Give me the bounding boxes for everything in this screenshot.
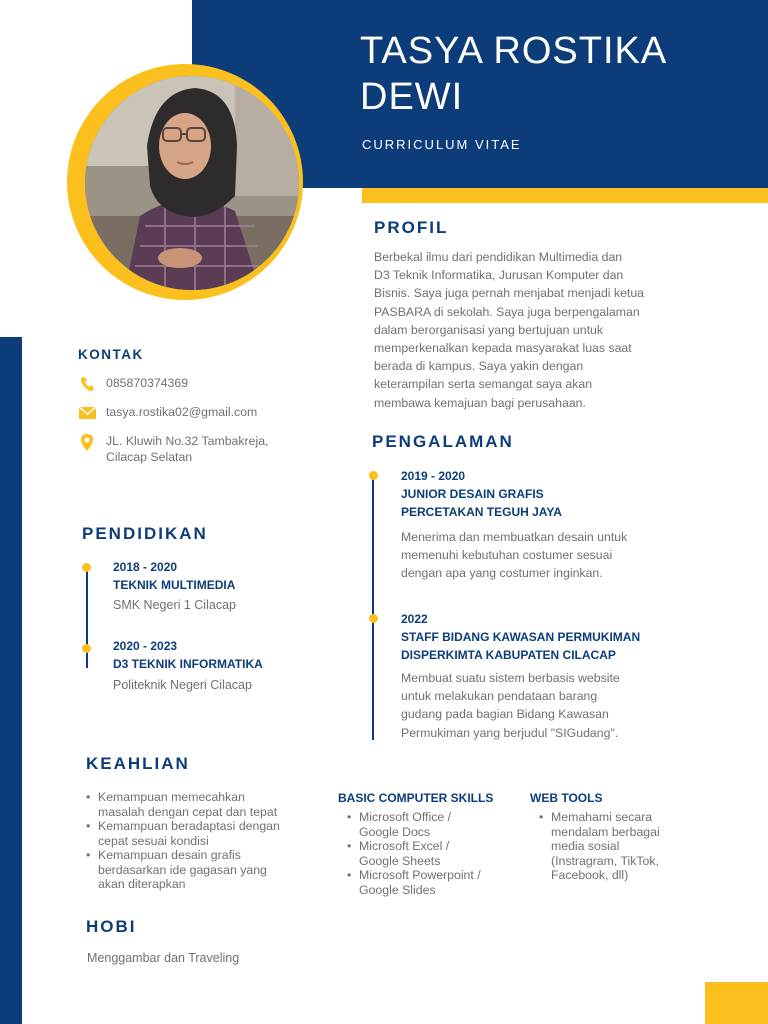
- basic-skill-line: Google Slides: [359, 882, 436, 897]
- web-tool-line: Facebook, dll): [551, 868, 629, 882]
- basic-skill-line: • Microsoft Office /: [359, 810, 452, 824]
- exp-desc-line: Membuat suatu sistem berbasis website: [401, 671, 620, 685]
- skill-item: [84, 819, 324, 848]
- profil-line: D3 Teknik Informatika, Jurusan Komputer dan: [374, 268, 624, 283]
- kontak-heading: KONTAK: [78, 347, 144, 362]
- exp-title: [401, 485, 562, 521]
- candidate-name-line2: DEWI: [360, 76, 464, 118]
- exp-desc-line: dengan apa yang costumer inginkan.: [401, 566, 603, 581]
- corner-accent-block: [705, 982, 768, 1024]
- skill-item: [84, 848, 324, 892]
- exp-year: 2019 - 2020: [401, 469, 466, 483]
- profil-line: berada di kampus. Saya yakin dengan: [374, 359, 584, 374]
- web-tool-line: media sosial: [551, 839, 620, 853]
- skill-line: • Kemampuan beradaptasi dengan: [98, 819, 280, 833]
- pengalaman-heading: PENGALAMAN: [372, 432, 514, 451]
- exp-desc-line: Menerima dan membuatkan desain untuk: [401, 530, 628, 544]
- contact-address-text: [106, 433, 268, 465]
- edu-school: SMK Negeri 1 Cilacap: [113, 598, 236, 612]
- contact-email: [78, 404, 257, 422]
- keahlian-heading: KEAHLIAN: [86, 754, 190, 773]
- basic-skill-line: • Microsoft Excel /: [359, 839, 450, 853]
- edu-year: 2018 - 2020: [113, 560, 178, 574]
- exp-desc-line: memenuhi kebutuhan costumer sesuai: [401, 548, 613, 563]
- profil-line: keterampilan serta semangat saya akan: [374, 377, 593, 392]
- skill-line: • Kemampuan memecahkan: [98, 790, 245, 804]
- skill-line: berdasarkan ide gagasan yang: [98, 862, 267, 877]
- basic-skill-item: [345, 839, 525, 868]
- contact-phone-text: 085870374369: [106, 376, 189, 390]
- profile-photo-illustration: [85, 76, 299, 290]
- exp-title-line: PERCETAKAN TEGUH JAYA: [401, 505, 562, 519]
- web-tool-item: [537, 810, 697, 883]
- candidate-name: [360, 28, 760, 120]
- web-tools-heading: WEB TOOLS: [530, 791, 603, 805]
- document-subtitle: CURRICULUM VITAE: [362, 137, 522, 152]
- profil-line: Bisnis. Saya juga pernah menjabat menjadi ketua: [374, 286, 645, 301]
- skill-line: cepat sesuai kondisi: [98, 833, 209, 848]
- exp-desc-line: untuk melakukan pendataan barang: [401, 689, 598, 704]
- exp-description: [401, 528, 627, 583]
- exp-year: 2022: [401, 612, 428, 626]
- pengalaman-timeline: [372, 476, 374, 740]
- profil-line: Berbekal ilmu dari pendidikan Multimedia dan: [374, 250, 623, 264]
- skill-line: • Kemampuan desain grafis: [98, 848, 241, 862]
- basic-skill-item: [345, 868, 525, 897]
- contact-phone: [78, 375, 188, 393]
- basic-skills-heading: BASIC COMPUTER SKILLS: [338, 791, 494, 805]
- exp-desc-line: Permukiman yang berjudul "SIGudang".: [401, 725, 619, 740]
- profil-heading: PROFIL: [374, 218, 449, 237]
- exp-desc-line: gudang pada bagian Bidang Kawasan: [401, 707, 609, 722]
- pendidikan-heading: PENDIDIKAN: [82, 524, 208, 543]
- timeline-dot: [82, 644, 91, 653]
- timeline-dot: [369, 471, 378, 480]
- profil-line: PASBARA di sekolah. Saya juga berpengalaman: [374, 304, 640, 319]
- left-accent-bar: [0, 337, 22, 1024]
- timeline-dot: [82, 563, 91, 572]
- exp-description: [401, 669, 620, 742]
- profil-text: [374, 248, 704, 412]
- edu-title: TEKNIK MULTIMEDIA: [113, 578, 236, 592]
- timeline-dot: [369, 614, 378, 623]
- skills-list: [84, 790, 324, 892]
- profil-line: memperkenalkan kepada masyarakat luas saat: [374, 341, 632, 356]
- edu-school: Politeknik Negeri Cilacap: [113, 678, 252, 692]
- web-tool-line: (Instragram, TikTok,: [551, 853, 659, 868]
- basic-skills-list: [345, 810, 525, 897]
- basic-skill-item: [345, 810, 525, 839]
- email-icon: [78, 404, 98, 422]
- phone-icon: [78, 375, 98, 393]
- hobi-heading: HOBI: [86, 917, 137, 936]
- skill-item: [84, 790, 324, 819]
- contact-email-text: tasya.rostika02@gmail.com: [106, 405, 258, 419]
- skill-line: masalah dengan cepat dan tepat: [98, 804, 278, 819]
- header-accent-bar: [362, 188, 768, 203]
- profile-photo: [85, 76, 299, 290]
- exp-title: [401, 628, 640, 664]
- profil-line: dalam berorganisasi yang bertujuan untuk: [374, 322, 604, 337]
- exp-title-line: JUNIOR DESAIN GRAFIS: [401, 487, 544, 501]
- address-line1: JL. Kluwih No.32 Tambakreja,: [106, 434, 269, 448]
- exp-title-line: STAFF BIDANG KAWASAN PERMUKIMAN: [401, 630, 641, 644]
- profil-line: membawa kemajuan bagi perusahaan.: [374, 395, 586, 410]
- basic-skill-line: • Microsoft Powerpoint /: [359, 868, 481, 882]
- web-tool-line: mendalam berbagai: [551, 824, 660, 839]
- skill-line: akan diterapkan: [98, 877, 186, 891]
- address-line2: Cilacap Selatan: [106, 450, 193, 464]
- edu-year: 2020 - 2023: [113, 639, 178, 653]
- hobi-text: Menggambar dan Traveling: [87, 951, 240, 965]
- exp-title-line: DISPERKIMTA KABUPATEN CILACAP: [401, 648, 616, 662]
- contact-address: [78, 433, 268, 465]
- basic-skill-line: Google Sheets: [359, 853, 441, 868]
- basic-skill-line: Google Docs: [359, 824, 431, 839]
- edu-title: D3 TEKNIK INFORMATIKA: [113, 657, 263, 671]
- candidate-name-line1: TASYA ROSTIKA: [360, 30, 668, 72]
- location-pin-icon: [78, 433, 98, 451]
- web-tool-line: • Memahami secara: [551, 810, 653, 824]
- web-tools-list: [537, 810, 697, 883]
